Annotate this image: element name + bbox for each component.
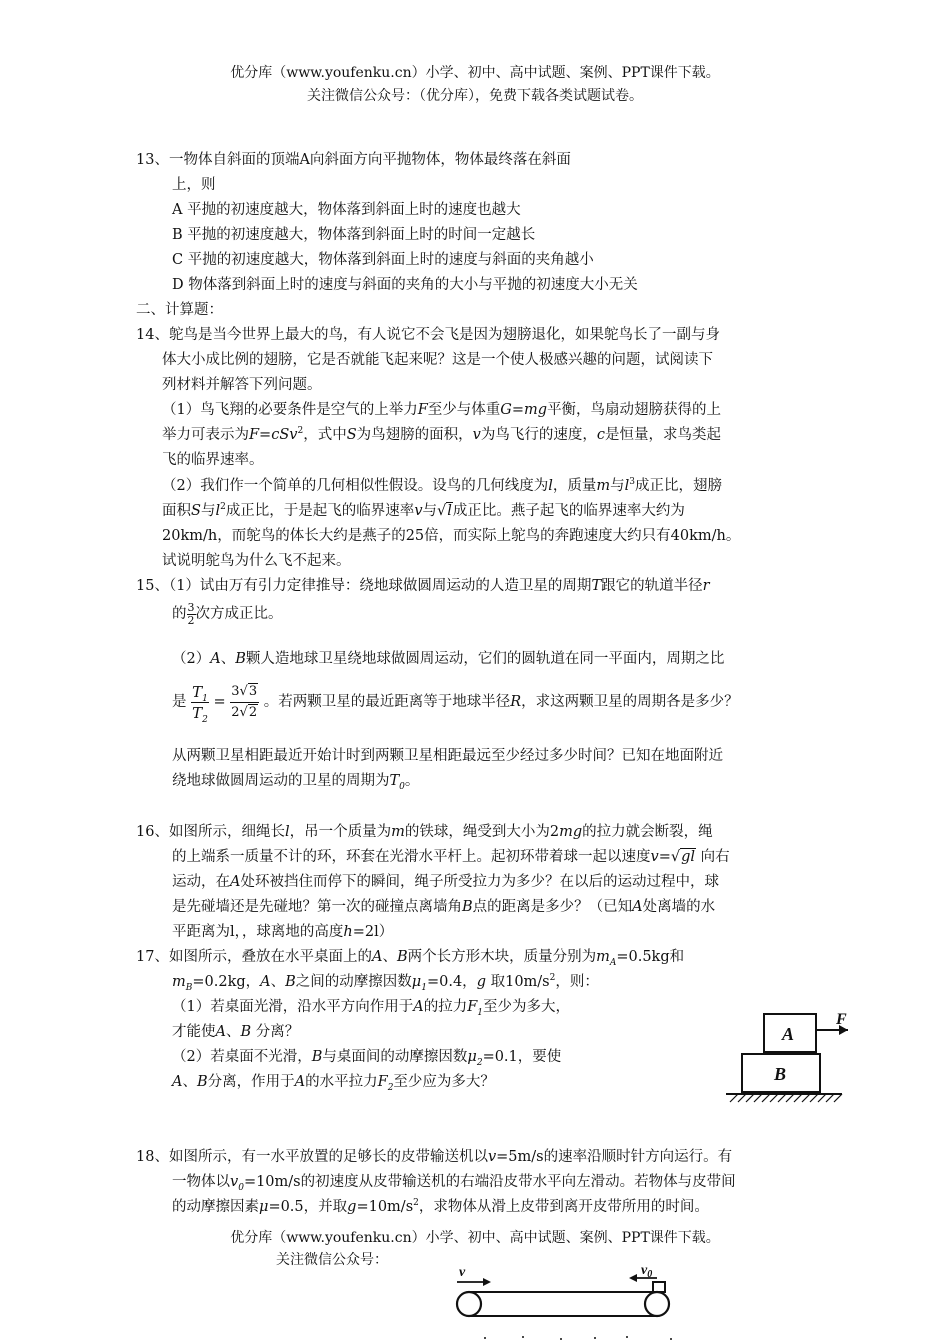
- q15-part2-line3: 从两颗卫星相距最近开始计时到两颗卫星相距最远至少经过多少时间？已知在地面附近: [172, 748, 723, 764]
- q17-line-2: $m_B=0.2kg$，A、B之间的动摩擦因数$\mu_1=0.4$，g 取$10m/s^2$，则：: [172, 973, 599, 993]
- q16-line-4: 是先碰墙还是先碰地？第一次的碰撞点离墙角B点的距离是多少？（已知A处离墙的水: [172, 899, 716, 915]
- conveyor-belt-figure: [445, 1262, 685, 1344]
- header-line-2: 关注微信公众号：（优分库），免费下载各类试题试卷。: [307, 88, 643, 104]
- q16-line-2: 的上端系一质量不计的环，环套在光滑水平杆上。起初环带着球一起以速度v=√gl 向右: [172, 849, 730, 865]
- q15-part2-line1: （2）A、B颗人造地球卫星绕地球做圆周运动，它们的圆轨道在同一平面内，周期之比: [172, 651, 725, 667]
- sliding-object: [653, 1282, 665, 1292]
- q16-line-1: 16、如图所示，细绳长l，吊一个质量为m的铁球，绳受到大小为2mg的拉力就会断裂，绳: [136, 824, 713, 840]
- block-a-label: A: [782, 1024, 795, 1044]
- header-line-1: 优分库（www.youfenku.cn）小学、初中、高中试题、案例、PPT课件下载。: [230, 65, 720, 81]
- object-velocity-arrowhead: [629, 1274, 637, 1282]
- q13-stem-cont: 上，则: [172, 177, 216, 193]
- object-velocity-label: $v_0$: [641, 1263, 653, 1280]
- q14-part2-line1: （2）我们作一个简单的几何相似性假设。设鸟的几何线度为l，质量m与$l^3$成正比，翅膀: [162, 477, 722, 494]
- q14-line-2: 体大小成比例的翅膀，它是否就能飞起来呢？这是一个使人极感兴趣的问题，试阅读下: [162, 352, 713, 368]
- q18-line-2: 一物体以$v_0=10m/s$的初速度从皮带输送机的右端沿皮带水平向左滑动。若物体与皮带间: [172, 1174, 736, 1193]
- period-ratio-value: $\frac{3√3}{2√2}$: [231, 683, 258, 720]
- block-b-label: B: [774, 1064, 787, 1084]
- q13-option-b: B 平抛的初速度越大，物体落到斜面上时的时间一定越长: [172, 227, 536, 243]
- q15-line-1: 15、（1）试由万有引力定律推导：绕地球做圆周运动的人造卫星的周期T跟它的轨道半径r: [136, 578, 710, 594]
- q16-line-3: 运动，在A处环被挡住而停下的瞬间，绳子所受拉力为多少？在以后的运动过程中，球: [172, 874, 719, 890]
- q14-part2-line2: 面积S与$l^2$成正比，于是起飞的临界速率v与√l成正比。燕子起飞的临界速率大约为: [162, 502, 685, 519]
- q14-part2-line3: 20km/h，而鸵鸟的体长大约是燕子的25倍，而实际上鸵鸟的奔跑速度大约只有40km/h。: [162, 528, 741, 544]
- q14-part1-line1: （1）鸟飞翔的必要条件是空气的上举力F至少与体重G=mg平衡，鸟扇动翅膀获得的上: [162, 402, 722, 418]
- q13-option-d: D 物体落到斜面上时的速度与斜面的夹角的大小与平抛的初速度大小无关: [172, 277, 638, 293]
- q17-part1-line1: （1）若桌面光滑，沿水平方向作用于A的拉力$F_1$至少为多大，: [172, 999, 571, 1018]
- stacked-blocks-figure: [720, 1010, 850, 1115]
- q14-part1-line2: 举力可表示为F=cSv$^2$，式中S为鸟翅膀的面积，v为鸟飞行的速度，c是恒量，求鸟类起: [162, 426, 721, 443]
- right-pulley: [645, 1292, 669, 1316]
- q14-line-1: 14、鸵鸟是当今世界上最大的鸟，有人说它不会飞是因为翅膀退化，如果鸵鸟长了一副与身: [136, 327, 720, 343]
- left-pulley: [457, 1292, 481, 1316]
- fraction-3-2: $\frac{3}{2}$: [187, 600, 195, 627]
- q14-part1-line3: 飞的临界速率。: [162, 452, 264, 468]
- period-ratio-T1-T2: $\frac{T_1}{T_2}$: [192, 682, 208, 725]
- q15-line-2: 的 $\frac{3}{2}$ 次方成正比。: [172, 600, 283, 627]
- q15-part2-line2: 是 $\frac{T_1}{T_2}$ = $\frac{3√3}{2√2}$ 。若两颗卫星的最近距离等于地球半径R，求这两颗卫星的周期各是多少？: [172, 682, 739, 725]
- belt-velocity-label: v: [459, 1265, 466, 1280]
- force-label: F: [836, 1011, 847, 1028]
- q13-option-a: A 平抛的初速度越大，物体落到斜面上时的速度也越大: [172, 202, 521, 218]
- q16-line-5: 平距离为l，，球离地的高度h=2l）: [172, 924, 394, 940]
- q17-part1-line2: 才能使A、B 分离？: [172, 1024, 300, 1040]
- q14-part2-line4: 试说明鸵鸟为什么飞不起来。: [162, 553, 351, 569]
- q13-stem: 13、一物体自斜面的顶端A向斜面方向平抛物体，物体最终落在斜面: [136, 152, 571, 168]
- section-heading: 二、计算题：: [136, 302, 223, 318]
- q18-line-1: 18、如图所示，有一水平放置的足够长的皮带输送机以v=5m/s的速率沿顺时针方向运行。有: [136, 1149, 733, 1165]
- q13-option-c: C 平抛的初速度越大，物体落到斜面上时的速度与斜面的夹角越小: [172, 252, 594, 268]
- footer-line-2: 关注微信公众号：: [276, 1252, 388, 1268]
- q15-part2-line4: 绕地球做圆周运动的卫星的周期为$T_0$。: [172, 773, 420, 792]
- q18-line-3: 的动摩擦因素μ=0.5，并取$g=10m/s^2$，求物体从滑上皮带到离开皮带所用的时间。: [172, 1198, 709, 1215]
- footer-line-1: 优分库（www.youfenku.cn）小学、初中、高中试题、案例、PPT课件下载。: [230, 1230, 720, 1246]
- belt-dots: [484, 1336, 672, 1340]
- q17-line-1: 17、如图所示，叠放在水平桌面上的A、B两个长方形木块，质量分别为$m_A=0.5kg$和: [136, 949, 685, 968]
- q14-line-3: 列材料并解答下列问题。: [162, 377, 322, 393]
- table-hatching: [730, 1094, 842, 1102]
- q17-part2-line1: （2）若桌面不光滑，B与桌面间的动摩擦因数$\mu_2=0.1$，要使: [172, 1049, 562, 1068]
- q17-part2-line2: A、B分离，作用于A的水平拉力$F_2$至少应为多大？: [172, 1074, 495, 1093]
- belt-velocity-arrowhead: [483, 1278, 491, 1286]
